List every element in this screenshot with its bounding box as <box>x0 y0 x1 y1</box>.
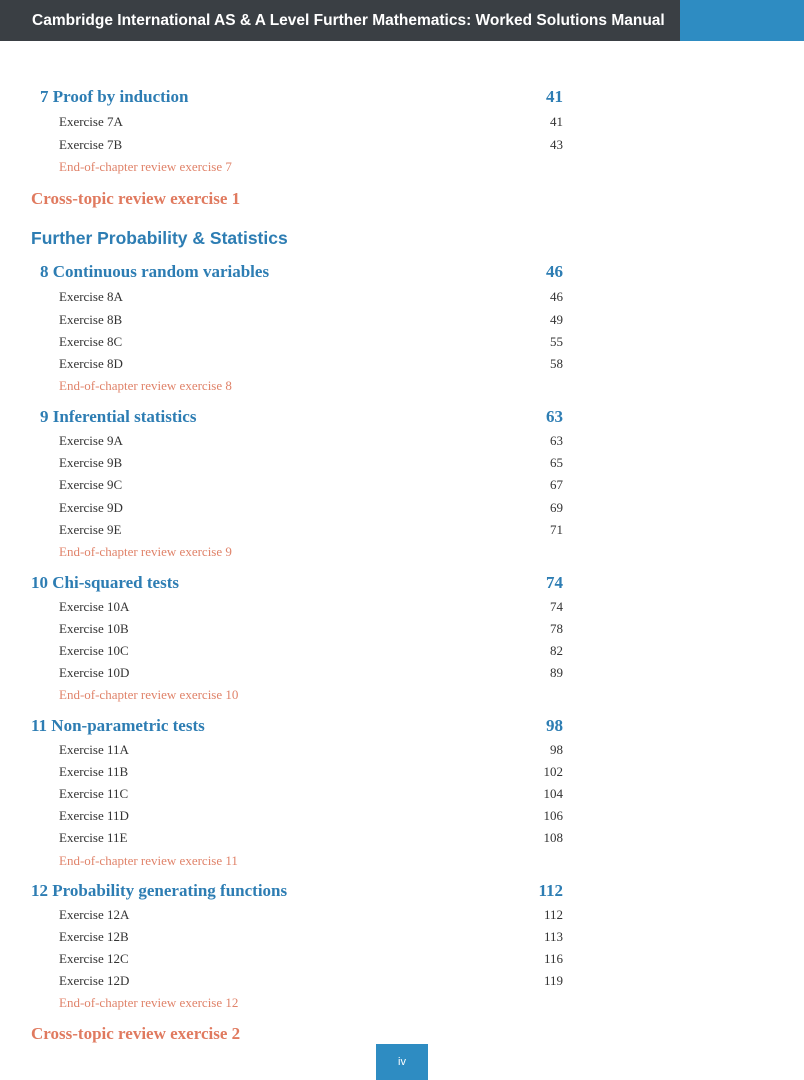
exercise-8a-page: 46 <box>550 289 563 304</box>
exercise-12b-label[interactable]: Exercise 12B <box>59 929 129 944</box>
exercise-8c-page: 55 <box>550 334 563 349</box>
review-8-label[interactable]: End-of-chapter review exercise 8 <box>59 378 232 393</box>
exercise-12a-label[interactable]: Exercise 12A <box>59 907 130 922</box>
exercise-10d-page: 89 <box>550 665 563 680</box>
exercise-7b-label[interactable]: Exercise 7B <box>59 137 123 152</box>
review-7-label[interactable]: End-of-chapter review exercise 7 <box>59 159 232 174</box>
page-number-tab <box>376 1044 428 1080</box>
exercise-7b-page: 43 <box>550 137 563 152</box>
review-10-label[interactable]: End-of-chapter review exercise 10 <box>59 687 239 702</box>
chapter-9-title[interactable]: 9 Inferential statistics <box>40 407 197 426</box>
exercise-7a-page: 41 <box>550 114 563 129</box>
exercise-10c-page: 82 <box>550 643 563 658</box>
exercise-9a-label[interactable]: Exercise 9A <box>59 433 123 448</box>
exercise-10d-label[interactable]: Exercise 10D <box>59 665 130 680</box>
chapter-12-page: 112 <box>538 881 563 900</box>
exercise-8b-label[interactable]: Exercise 8B <box>59 312 123 327</box>
exercise-9b-label[interactable]: Exercise 9B <box>59 455 123 470</box>
page-number: iv <box>398 1056 406 1068</box>
exercise-8d-label[interactable]: Exercise 8D <box>59 356 123 371</box>
exercise-8d-page: 58 <box>550 356 563 371</box>
exercise-11d-page: 106 <box>543 808 563 823</box>
exercise-11c-label[interactable]: Exercise 11C <box>59 786 129 801</box>
exercise-12b-page: 113 <box>543 929 563 944</box>
chapter-11-title[interactable]: 11 Non-parametric tests <box>31 716 205 735</box>
review-9-label[interactable]: End-of-chapter review exercise 9 <box>59 544 232 559</box>
exercise-7a-label[interactable]: Exercise 7A <box>59 114 123 129</box>
exercise-9c-page: 67 <box>550 477 563 492</box>
exercise-12a-page: 112 <box>543 907 563 922</box>
exercise-11e-page: 108 <box>543 830 563 845</box>
exercise-12c-page: 116 <box>543 951 563 966</box>
exercise-8c-label[interactable]: Exercise 8C <box>59 334 123 349</box>
exercise-9e-page: 71 <box>550 522 563 537</box>
chapter-9-page: 63 <box>546 407 563 426</box>
crosstopic-review-1[interactable]: Cross-topic review exercise 1 <box>31 189 241 208</box>
exercise-9d-page: 69 <box>550 500 563 515</box>
book-title: Cambridge International AS & A Level Further Mathematics: Worked Solutions Manual <box>32 11 665 29</box>
exercise-11a-label[interactable]: Exercise 11A <box>59 742 129 757</box>
chapter-8-page: 46 <box>546 262 563 281</box>
exercise-8a-label[interactable]: Exercise 8A <box>59 289 123 304</box>
exercise-10b-page: 78 <box>550 621 563 636</box>
exercise-12d-label[interactable]: Exercise 12D <box>59 973 130 988</box>
exercise-9b-page: 65 <box>550 455 563 470</box>
crosstopic-review-2[interactable]: Cross-topic review exercise 2 <box>31 1024 241 1043</box>
exercise-11e-label[interactable]: Exercise 11E <box>59 830 128 845</box>
exercise-10c-label[interactable]: Exercise 10C <box>59 643 129 658</box>
section-heading: Further Probability & Statistics <box>31 228 288 248</box>
review-11-label[interactable]: End-of-chapter review exercise 11 <box>59 853 238 868</box>
exercise-11a-page: 98 <box>550 742 563 757</box>
exercise-10a-page: 74 <box>550 599 563 614</box>
exercise-9e-label[interactable]: Exercise 9E <box>59 522 122 537</box>
chapter-8-title[interactable]: 8 Continuous random variables <box>40 262 270 281</box>
exercise-10b-label[interactable]: Exercise 10B <box>59 621 129 636</box>
exercise-12c-label[interactable]: Exercise 12C <box>59 951 129 966</box>
review-12-label[interactable]: End-of-chapter review exercise 12 <box>59 995 239 1010</box>
exercise-11b-label[interactable]: Exercise 11B <box>59 764 129 779</box>
exercise-9c-label[interactable]: Exercise 9C <box>59 477 123 492</box>
chapter-12-title[interactable]: 12 Probability generating functions <box>31 881 288 900</box>
chapter-7-page: 41 <box>546 87 563 106</box>
exercise-8b-page: 49 <box>550 312 563 327</box>
chapter-10-page: 74 <box>546 573 563 592</box>
exercise-9a-page: 63 <box>550 433 563 448</box>
chapter-7-title[interactable]: 7 Proof by induction <box>40 87 189 106</box>
exercise-9d-label[interactable]: Exercise 9D <box>59 500 123 515</box>
exercise-10a-label[interactable]: Exercise 10A <box>59 599 130 614</box>
exercise-11c-page: 104 <box>543 786 563 801</box>
exercise-11d-label[interactable]: Exercise 11D <box>59 808 129 823</box>
exercise-11b-page: 102 <box>543 764 563 779</box>
exercise-12d-page: 119 <box>543 973 563 988</box>
chapter-11-page: 98 <box>546 716 563 735</box>
chapter-10-title[interactable]: 10 Chi-squared tests <box>31 573 179 592</box>
